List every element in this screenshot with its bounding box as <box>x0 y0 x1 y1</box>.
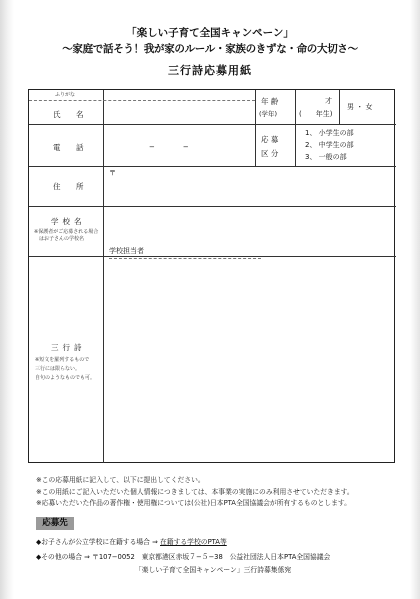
furigana-label: ふりがな <box>55 92 76 98</box>
furigana-divider <box>29 100 255 101</box>
note-item: ※この用紙にご記入いただいた個人情報につきましては、本事業の実施にのみ利用させていただきます。 <box>36 487 354 496</box>
note-item: ※この応募用紙に記入して、以下に提出してください。 <box>36 476 205 484</box>
row-divider-school <box>29 256 396 257</box>
right-label-divider <box>255 90 256 166</box>
row-divider-address <box>29 206 396 207</box>
notes-section <box>36 475 354 510</box>
page-edge-shadow-right <box>410 0 420 599</box>
apply-line-pta-link: 在籍する学校のPTA等 <box>160 538 227 546</box>
note-item: ※応募いただいた作品の著作権・使用権については(公社)日本PTA全国協議会が所有するものとします。 <box>36 499 351 507</box>
row-divider-name <box>29 124 396 125</box>
right-value-divider <box>295 90 296 166</box>
name-label: 氏 名 <box>53 110 88 119</box>
form-title: 三行詩応募用紙 <box>168 64 252 77</box>
apply-line-recipient: 「楽しい子育て全国キャンペーン」三行詩募集係宛 <box>135 566 292 574</box>
address-label: 住 所 <box>53 182 88 191</box>
campaign-subtitle: 〜家庭で話そう！我が家のルール・家族のきずな・命の大切さ〜 <box>62 43 358 55</box>
category-option-1[interactable]: 1、 小学生の部 <box>305 129 354 137</box>
category-option-2[interactable]: 2、 中学生の部 <box>305 141 354 149</box>
school-label: 学校名 <box>51 217 86 226</box>
age-label: 年 齢 <box>261 97 279 106</box>
poem-field[interactable] <box>105 260 394 462</box>
gender-divider <box>339 90 340 124</box>
school-name-field[interactable] <box>105 208 394 244</box>
label-column-divider <box>103 90 104 463</box>
category-label: 応 募 <box>261 135 279 144</box>
poem-label: 三行詩 <box>51 343 86 352</box>
school-contact-label: 学校担当者 <box>109 247 144 255</box>
age-unit: 才 <box>325 97 332 105</box>
poem-note-2: 三行には限らない。 <box>35 366 81 372</box>
apply-line-other: ◆その他の場合 ⇒ 〒107−0052 東京都港区赤坂７−５−38 公益社団法人日本PTA全国協議会 <box>36 553 331 561</box>
poem-note-3: 自句のようなものでも可。 <box>35 375 96 381</box>
campaign-title: 「楽しい子育て全国キャンペーン」 <box>126 27 294 39</box>
apply-line-prefix: ◆お子さんが公立学校に在籍する場合 ⇒ <box>36 538 160 546</box>
postal-mark: 〒 <box>109 169 116 177</box>
name-field[interactable] <box>105 102 253 123</box>
school-note-2: はお子さんの学校名 <box>39 236 85 242</box>
entry-form-table <box>28 89 395 463</box>
school-contact-underline <box>109 258 261 259</box>
page-edge-shadow-left <box>0 0 14 599</box>
gender-options[interactable]: 男 ・ 女 <box>347 103 373 111</box>
phone-field[interactable]: − − <box>149 143 189 151</box>
category-option-3[interactable]: 3、 一般の部 <box>305 153 347 161</box>
apply-to-badge: 応募先 <box>36 517 74 530</box>
poem-note-1: ※短文を羅列するもので <box>35 357 90 363</box>
age-grade-sublabel: (学年) <box>259 110 278 118</box>
grade-unit: ( 年生) <box>299 110 333 118</box>
phone-label: 電 話 <box>53 143 88 152</box>
apply-line-public-school <box>36 536 227 546</box>
category-sublabel: 区 分 <box>261 149 279 158</box>
row-divider-phone <box>29 166 396 167</box>
address-field[interactable] <box>105 180 394 204</box>
school-note-1: ※保護者がご応募される場合 <box>34 229 99 235</box>
